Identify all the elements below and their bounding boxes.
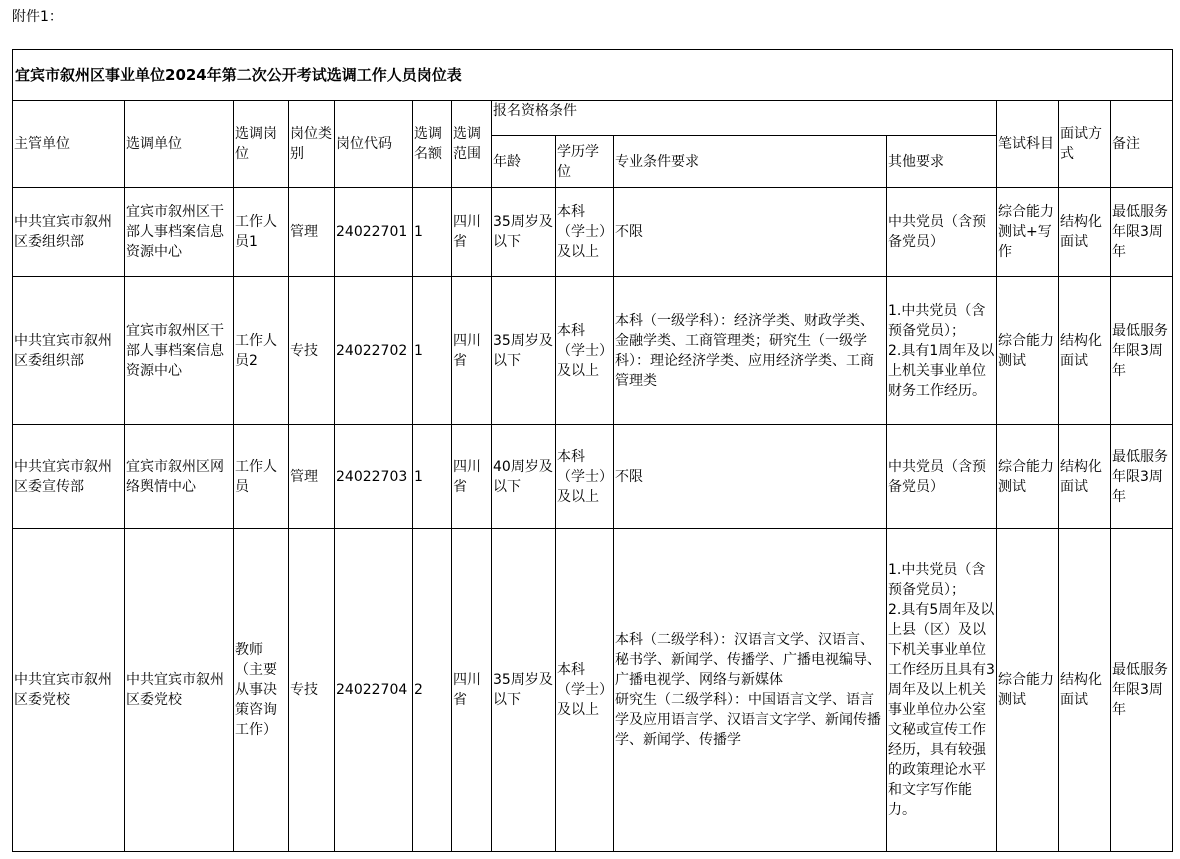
cell-code: 24022704 — [335, 529, 413, 852]
cell-position: 教师（主要从事决策咨询工作） — [234, 529, 289, 852]
cell-quota: 2 — [413, 529, 452, 852]
cell-unit: 中共宜宾市叙州区委党校 — [125, 529, 234, 852]
cell-age: 35周岁及以下 — [492, 277, 556, 425]
position-table — [12, 49, 1173, 852]
cell-category: 管理 — [289, 188, 335, 277]
other-line: 1.中共党员（含预备党员）； — [888, 302, 986, 339]
cell-position: 工作人员2 — [234, 277, 289, 425]
cell-code: 24022701 — [335, 188, 413, 277]
cell-code: 24022703 — [335, 425, 413, 529]
cell-scope: 四川省 — [452, 277, 492, 425]
table-row — [13, 188, 1173, 277]
table-row — [13, 529, 1173, 852]
header-position: 选调岗位 — [234, 101, 289, 188]
header-code: 岗位代码 — [335, 101, 413, 188]
cell-interview: 结构化面试 — [1059, 425, 1111, 529]
cell-other: 中共党员（含预备党员） — [887, 188, 997, 277]
cell-other: 中共党员（含预备党员） — [887, 425, 997, 529]
cell-age: 40周岁及以下 — [492, 425, 556, 529]
cell-remark: 最低服务年限3周年 — [1111, 425, 1173, 529]
other-line: 2.具有5周年及以上县（区）及以下机关事业单位工作经历且具有3周年及以上机关事业单位办公室文秘或宣传工作经历，具有较强的政策理论水平和文字写作能力。 — [888, 602, 995, 818]
cell-position: 工作人员 — [234, 425, 289, 529]
cell-education: 本科（学士）及以上 — [556, 188, 614, 277]
cell-age: 35周岁及以下 — [492, 529, 556, 852]
header-written: 笔试科目 — [997, 101, 1059, 188]
cell-scope: 四川省 — [452, 188, 492, 277]
cell-category: 管理 — [289, 425, 335, 529]
cell-written: 综合能力测试+写作 — [997, 188, 1059, 277]
cell-other — [887, 277, 997, 425]
header-age: 年龄 — [492, 136, 556, 188]
cell-remark: 最低服务年限3周年 — [1111, 188, 1173, 277]
cell-interview: 结构化面试 — [1059, 188, 1111, 277]
cell-education: 本科（学士）及以上 — [556, 425, 614, 529]
cell-dept: 中共宜宾市叙州区委党校 — [13, 529, 125, 852]
cell-category: 专技 — [289, 277, 335, 425]
table-row — [13, 277, 1173, 425]
major-line: 研究生（二级学科）：中国语言文学、语言学及应用语言学、汉语言文字学、新闻传播学、新闻学、传播学 — [615, 692, 881, 748]
header-quota: 选调名额 — [413, 101, 452, 188]
attachment-label: 附件1： — [12, 9, 63, 25]
cell-major: 本科（一级学科）：经济学类、财政学类、金融学类、工商管理类；研究生（一级学科）：理论经济学类、应用经济学类、工商管理类 — [614, 277, 887, 425]
table-row — [13, 425, 1173, 529]
cell-dept: 中共宜宾市叙州区委宣传部 — [13, 425, 125, 529]
cell-major: 不限 — [614, 425, 887, 529]
cell-dept: 中共宜宾市叙州区委组织部 — [13, 188, 125, 277]
cell-scope: 四川省 — [452, 425, 492, 529]
header-scope: 选调范围 — [452, 101, 492, 188]
major-line: 本科（二级学科）：汉语言文学、汉语言、秘书学、新闻学、传播学、广播电视编导、广播电视学、网络与新媒体 — [615, 632, 881, 688]
cell-written: 综合能力测试 — [997, 425, 1059, 529]
cell-quota: 1 — [413, 277, 452, 425]
header-unit: 选调单位 — [125, 101, 234, 188]
cell-unit: 宜宾市叙州区干部人事档案信息资源中心 — [125, 188, 234, 277]
header-major: 专业条件要求 — [614, 136, 887, 188]
cell-education: 本科（学士）及以上 — [556, 529, 614, 852]
header-category: 岗位类别 — [289, 101, 335, 188]
cell-remark: 最低服务年限3周年 — [1111, 529, 1173, 852]
cell-written: 综合能力测试 — [997, 277, 1059, 425]
cell-position: 工作人员1 — [234, 188, 289, 277]
table-title: 宜宾市叙州区事业单位2024年第二次公开考试选调工作人员岗位表 — [13, 50, 1173, 101]
header-dept: 主管单位 — [13, 101, 125, 188]
cell-written: 综合能力测试 — [997, 529, 1059, 852]
other-line: 1.中共党员（含预备党员）； — [888, 562, 986, 598]
header-other: 其他要求 — [887, 136, 997, 188]
header-qualifications: 报名资格条件 — [492, 101, 997, 136]
cell-age: 35周岁及以下 — [492, 188, 556, 277]
cell-dept: 中共宜宾市叙州区委组织部 — [13, 277, 125, 425]
header-interview: 面试方式 — [1059, 101, 1111, 188]
cell-quota: 1 — [413, 188, 452, 277]
cell-unit: 宜宾市叙州区干部人事档案信息资源中心 — [125, 277, 234, 425]
cell-quota: 1 — [413, 425, 452, 529]
cell-category: 专技 — [289, 529, 335, 852]
cell-education: 本科（学士）及以上 — [556, 277, 614, 425]
cell-interview: 结构化面试 — [1059, 277, 1111, 425]
other-line: 2.具有1周年及以上机关事业单位财务工作经历。 — [888, 342, 995, 399]
cell-remark: 最低服务年限3周年 — [1111, 277, 1173, 425]
header-education: 学历学位 — [556, 136, 614, 188]
cell-interview: 结构化面试 — [1059, 529, 1111, 852]
cell-code: 24022702 — [335, 277, 413, 425]
cell-unit: 宜宾市叙州区网络舆情中心 — [125, 425, 234, 529]
header-remark: 备注 — [1111, 101, 1173, 188]
cell-scope: 四川省 — [452, 529, 492, 852]
cell-other — [887, 529, 997, 852]
cell-major — [614, 529, 887, 852]
cell-major: 不限 — [614, 188, 887, 277]
